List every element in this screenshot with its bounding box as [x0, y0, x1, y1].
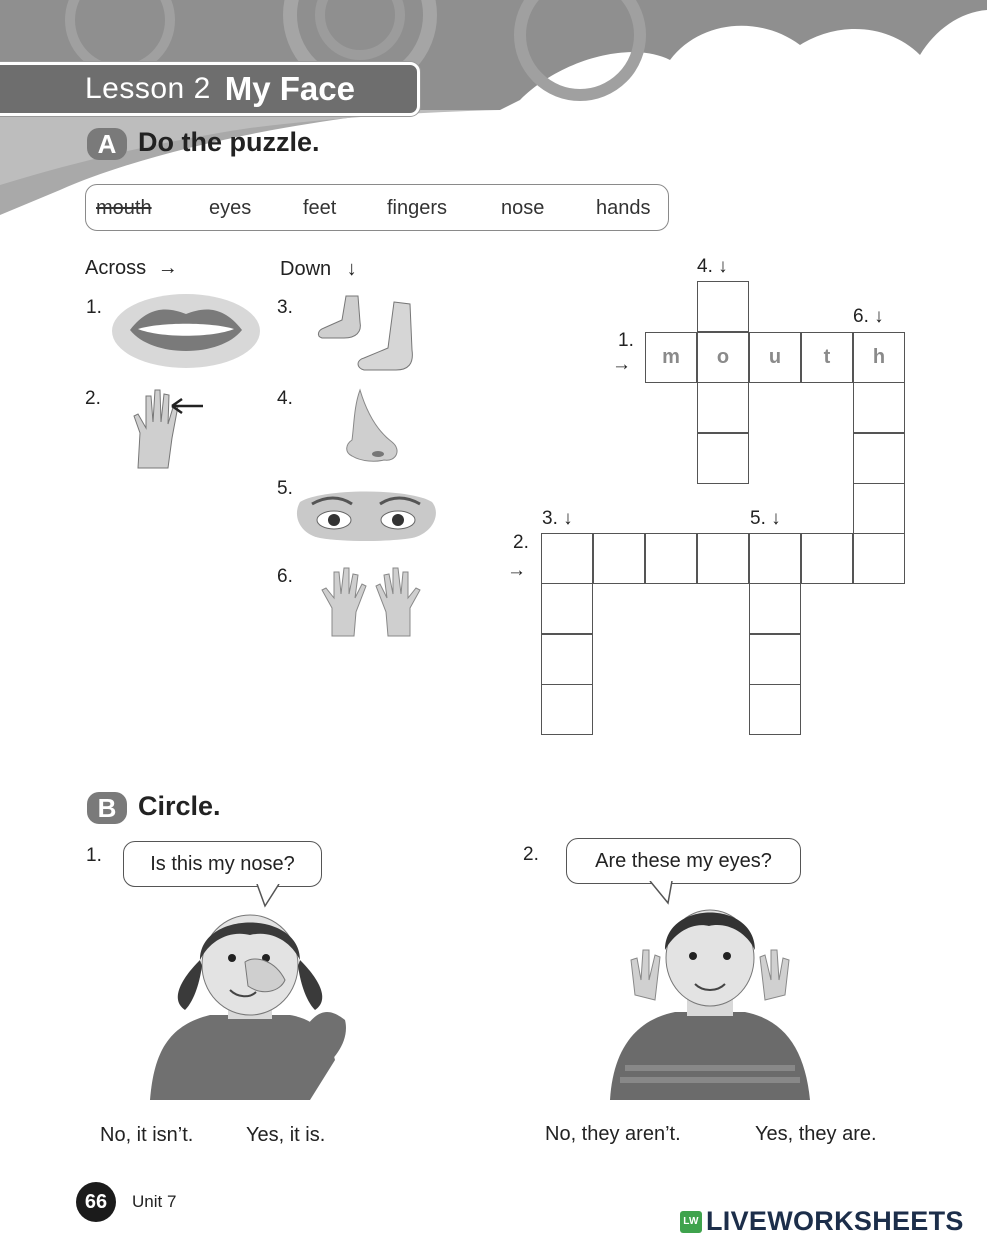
- boy-illustration: [605, 900, 815, 1100]
- grid-number-3: [542, 508, 573, 530]
- grid-number-6: [853, 306, 884, 328]
- crossword-cell[interactable]: [853, 433, 905, 484]
- question-text: Is this my nose?: [150, 852, 295, 875]
- grid-number-4: [697, 256, 728, 278]
- crossword-cell[interactable]: [541, 533, 593, 584]
- arrow-down-icon: ↓: [771, 508, 781, 529]
- across-label: [85, 257, 178, 280]
- hand-picture: [128, 388, 210, 474]
- feet-picture: [316, 292, 420, 374]
- crossword-cell[interactable]: [749, 634, 801, 685]
- crossword-cell[interactable]: [541, 634, 593, 685]
- lesson-title: My Face: [224, 70, 355, 107]
- clue-number: 4.: [277, 388, 293, 409]
- grid-number: 2.: [513, 532, 529, 553]
- girl-illustration: [150, 900, 350, 1100]
- crossword-cell[interactable]: [749, 684, 801, 735]
- crossword-cell[interactable]: [853, 382, 905, 433]
- brand-logo[interactable]: [680, 1206, 964, 1237]
- grid-number: 6.: [853, 306, 869, 327]
- word-bank-item: fingers: [387, 197, 448, 219]
- crossword-cell[interactable]: [749, 583, 801, 634]
- question-text: Are these my eyes?: [595, 849, 772, 872]
- grid-number: 1.: [618, 330, 634, 351]
- crossword-cell[interactable]: [853, 483, 905, 534]
- nose-picture: [340, 386, 404, 466]
- crossword-cell[interactable]: [801, 533, 853, 584]
- clue-number: 3.: [277, 297, 293, 318]
- answer-option[interactable]: Yes, it is.: [246, 1124, 326, 1146]
- page-number: 66: [76, 1182, 116, 1222]
- down-label: [280, 258, 357, 281]
- eyes-picture: [292, 482, 440, 546]
- section-b-badge: B: [87, 792, 127, 824]
- section-a-badge: A: [87, 128, 127, 160]
- crossword-cell[interactable]: [697, 281, 749, 332]
- clue-number: 1.: [86, 297, 102, 318]
- word-bank: [85, 184, 669, 231]
- down-label-text: Down: [280, 258, 332, 280]
- speech-bubble: [566, 838, 801, 884]
- crossword-cell[interactable]: [697, 533, 749, 584]
- across-label-text: Across: [85, 257, 147, 279]
- section-b-title: Circle.: [138, 791, 221, 821]
- arrow-down-icon: ↓: [718, 256, 728, 277]
- crossword-cell[interactable]: [645, 533, 697, 584]
- lesson-title-box: [0, 62, 420, 116]
- arrow-right-icon: →: [612, 354, 631, 375]
- grid-number-5: [750, 508, 781, 530]
- mouth-picture: [110, 292, 262, 370]
- grid-number: 5.: [750, 508, 766, 529]
- crossword-cell[interactable]: o: [697, 332, 749, 383]
- arrow-right-icon: →: [157, 257, 178, 279]
- crossword-cell[interactable]: t: [801, 332, 853, 383]
- speech-bubble: [123, 841, 322, 887]
- clue-number: 6.: [277, 566, 293, 587]
- word-bank-item: hands: [596, 197, 651, 219]
- item-number: 1.: [86, 845, 102, 866]
- crossword-cell[interactable]: [541, 583, 593, 634]
- word-bank-item: feet: [303, 197, 337, 219]
- crossword-cell[interactable]: [541, 684, 593, 735]
- crossword-cell[interactable]: [593, 533, 645, 584]
- arrow-down-icon: ↓: [874, 306, 884, 327]
- brand-name: LIVEWORKSHEETS: [706, 1206, 964, 1236]
- grid-number: 3.: [542, 508, 558, 529]
- crossword-cell[interactable]: [697, 382, 749, 433]
- crossword-cell[interactable]: [853, 533, 905, 584]
- answer-option[interactable]: No, it isn’t.: [100, 1124, 194, 1146]
- word-bank-item: nose: [501, 197, 545, 219]
- answer-option[interactable]: No, they aren’t.: [545, 1123, 681, 1145]
- crossword-cell[interactable]: h: [853, 332, 905, 383]
- unit-label: Unit 7: [132, 1192, 177, 1211]
- word-bank-item: mouth: [96, 197, 152, 219]
- crossword-cell[interactable]: [697, 433, 749, 484]
- section-a-title: Do the puzzle.: [138, 127, 320, 157]
- crossword-cell[interactable]: u: [749, 332, 801, 383]
- arrow-down-icon: ↓: [563, 508, 573, 529]
- fingers-picture: [318, 566, 428, 638]
- logo-mark: LW: [680, 1211, 702, 1233]
- word-bank-item: eyes: [209, 197, 252, 219]
- clue-number: 5.: [277, 478, 293, 499]
- crossword-cell[interactable]: m: [645, 332, 697, 383]
- answer-option[interactable]: Yes, they are.: [755, 1123, 877, 1145]
- lesson-number: Lesson 2: [85, 72, 211, 105]
- clue-number: 2.: [85, 388, 101, 409]
- crossword-cell[interactable]: [749, 533, 801, 584]
- item-number: 2.: [523, 844, 539, 865]
- arrow-down-icon: ↓: [346, 258, 357, 280]
- grid-number: 4.: [697, 256, 713, 277]
- arrow-right-icon: →: [507, 560, 526, 581]
